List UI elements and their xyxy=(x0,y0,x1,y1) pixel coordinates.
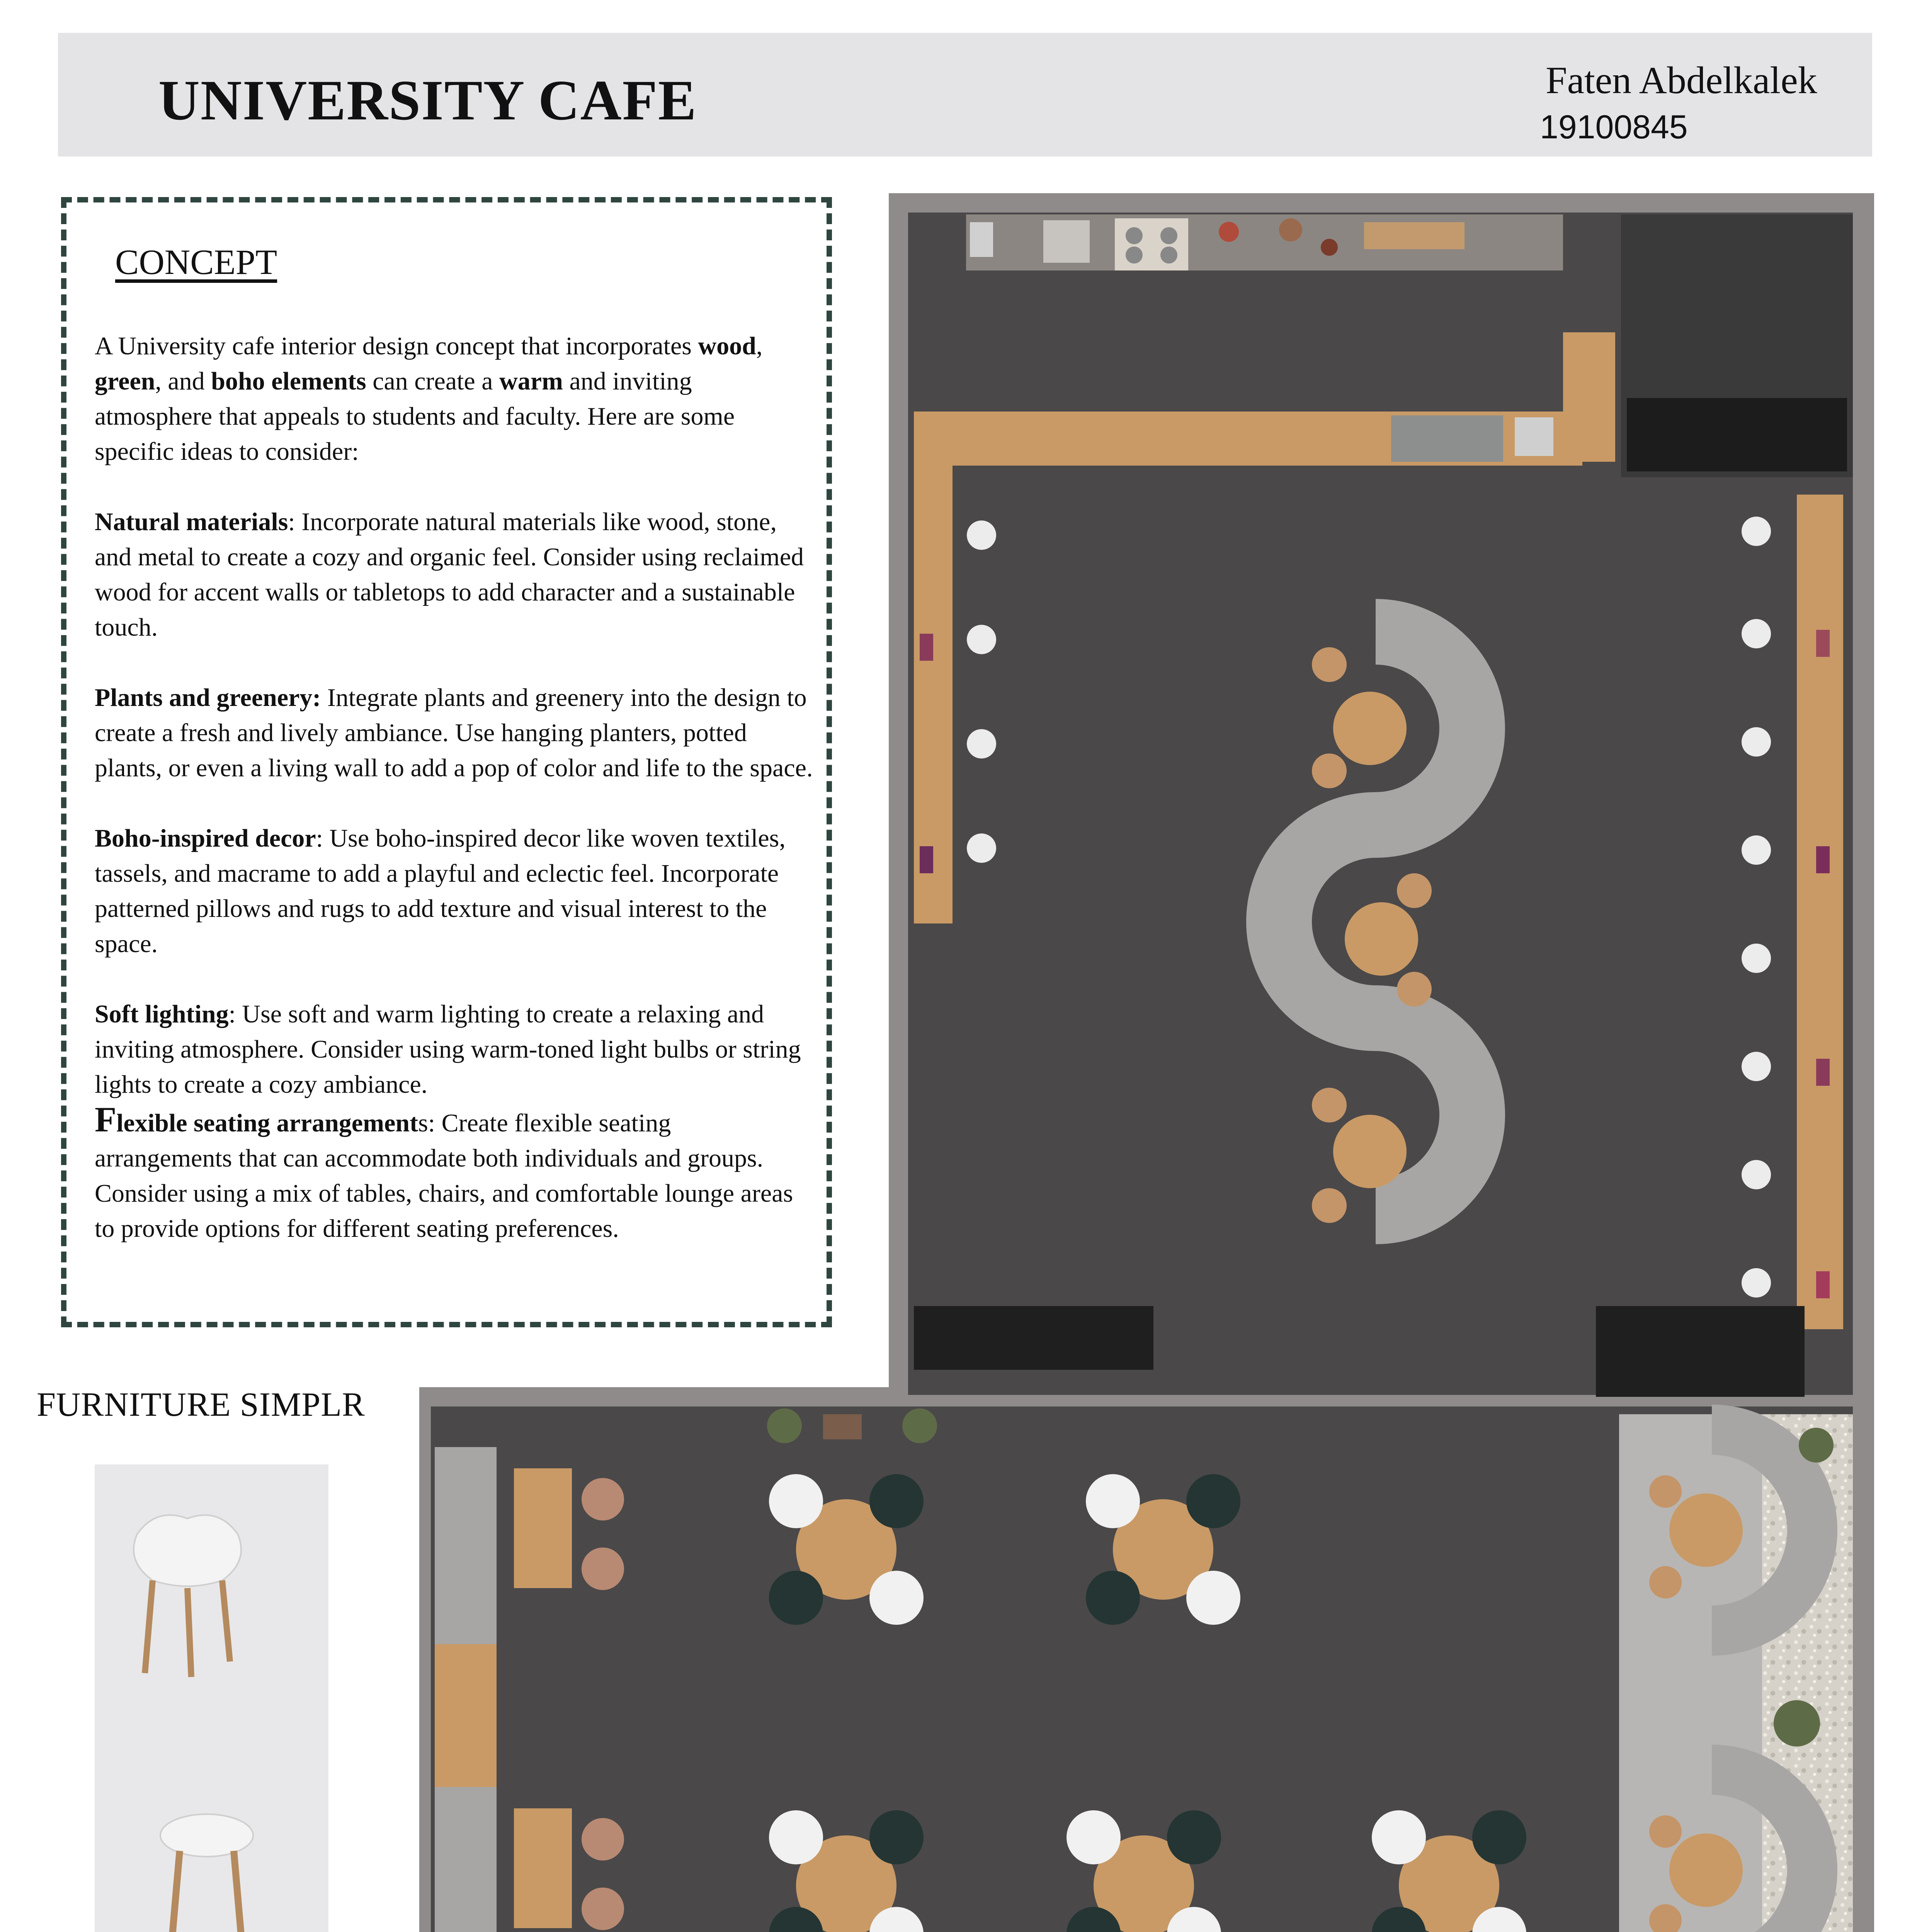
burner xyxy=(1160,227,1177,244)
furniture-sample-label: FURNITURE SIMPLR xyxy=(37,1386,365,1423)
chair xyxy=(1649,1815,1682,1848)
stool xyxy=(1742,619,1771,648)
round-table xyxy=(1333,1115,1407,1188)
plant xyxy=(1774,1700,1820,1747)
chair xyxy=(1312,1088,1347,1122)
booth-table xyxy=(514,1468,572,1588)
display-case xyxy=(1391,415,1503,462)
wall-block xyxy=(914,1306,1153,1370)
cushion xyxy=(1816,1271,1830,1298)
author-name: Faten Abdelkalek xyxy=(1546,59,1817,102)
stool xyxy=(1742,727,1771,757)
chair xyxy=(1649,1566,1682,1599)
chair xyxy=(582,1818,624,1861)
cushion xyxy=(1816,1059,1830,1086)
chair xyxy=(1397,972,1432,1007)
stool xyxy=(1742,517,1771,546)
concept-text xyxy=(95,328,813,1281)
round-table xyxy=(1333,692,1407,765)
burner xyxy=(1126,227,1143,244)
concept-point-natural xyxy=(95,504,813,645)
round-table xyxy=(1345,902,1418,976)
chair xyxy=(582,1888,624,1930)
point-title: lexible seating arrangement xyxy=(116,1109,418,1137)
intro-sep: can create a xyxy=(366,367,500,395)
stool xyxy=(1742,1052,1771,1081)
intro-sep: , and xyxy=(155,367,211,395)
intro-bold-wood: wood xyxy=(698,332,756,360)
concept-point-plants xyxy=(95,680,813,786)
sink xyxy=(970,222,993,257)
cushion xyxy=(920,846,933,873)
point-title: Boho-inspired decor xyxy=(95,824,316,852)
plant xyxy=(767,1408,802,1443)
page-title: UNIVERSITY CAFE xyxy=(158,69,697,132)
stool xyxy=(1742,1268,1771,1298)
cooktop xyxy=(1115,218,1188,270)
stool xyxy=(967,520,996,550)
point-text: : Incorporate natural materials like wood, stone, and metal to create a cozy and organic feel. Consider using reclaimed wood for accent walls or tabletops to add character and a sustainable touch. xyxy=(95,508,804,641)
chair xyxy=(1312,1188,1347,1223)
intro-text: A University cafe interior design concept that incorporates xyxy=(95,332,698,360)
point-title: Plants and greenery: xyxy=(95,684,321,712)
entry-shelf xyxy=(823,1414,862,1439)
wood-panel xyxy=(435,1644,497,1787)
stool xyxy=(1742,944,1771,973)
wall-block xyxy=(1596,1306,1805,1397)
burner xyxy=(1126,247,1143,264)
stool xyxy=(967,625,996,654)
chair xyxy=(1397,873,1432,908)
coffee-machine xyxy=(1364,222,1465,249)
cushion xyxy=(1816,846,1830,873)
point-text: s: Create flexible seating arrangements that can accommodate both individuals and groups. Consider using a mix of tables, chairs, and comfortable lounge areas to provide options for different seating preferences. xyxy=(95,1109,793,1243)
kitchen-back-room-floor xyxy=(1627,398,1847,471)
stool xyxy=(967,833,996,863)
chair xyxy=(1312,647,1347,682)
chair xyxy=(1649,1475,1682,1508)
round-table xyxy=(1669,1493,1743,1567)
student-id: 19100845 xyxy=(1540,109,1688,146)
stool xyxy=(1742,835,1771,865)
kitchen-sink-block xyxy=(1043,220,1090,263)
kitchen-item xyxy=(1219,222,1239,242)
concept-point-lighting xyxy=(95,997,813,1102)
plant xyxy=(1799,1428,1834,1463)
cushion xyxy=(920,634,933,661)
booth-table xyxy=(514,1808,572,1928)
burner xyxy=(1160,247,1177,264)
plant xyxy=(902,1408,937,1443)
chair xyxy=(1312,753,1347,788)
concept-intro xyxy=(95,328,813,469)
cash-register xyxy=(1515,417,1553,456)
concept-point-seating xyxy=(95,1102,813,1246)
bench-right xyxy=(1797,495,1843,1329)
chair xyxy=(582,1478,624,1520)
intro-text-end: and inviting atmosphere that appeals to students and faculty. Here are some specific ideas to consider: xyxy=(95,367,735,466)
intro-bold-boho: boho elements xyxy=(211,367,366,395)
intro-bold-green: green xyxy=(95,367,155,395)
point-text: Integrate plants and greenery into the design to create a fresh and lively ambiance. Use hanging planters, potted plants, or even a living wall to add a pop of color and life to the space. xyxy=(95,684,813,782)
kitchen-item xyxy=(1279,218,1302,242)
point-title: Soft lighting xyxy=(95,1000,229,1028)
point-text: : Use soft and warm lighting to create a relaxing and inviting atmosphere. Consider using warm-toned light bulbs or string lights to create a cozy ambiance. xyxy=(95,1000,801,1099)
cushion xyxy=(1816,630,1830,657)
furniture-illustrations xyxy=(95,1464,328,1932)
stool xyxy=(967,729,996,759)
point-initial: F xyxy=(95,1100,117,1139)
intro-sep: , xyxy=(756,332,763,360)
kitchen-item xyxy=(1321,239,1338,256)
concept-heading: CONCEPT xyxy=(115,242,277,282)
concept-point-boho xyxy=(95,821,813,961)
point-text: : Use boho-inspired decor like woven textiles, tassels, and macrame to add a playful and eclectic feel. Incorporate patterned pillows and rugs to add texture and visual interest to the space. xyxy=(95,824,786,958)
intro-bold-warm: warm xyxy=(499,367,563,395)
point-title: Natural materials xyxy=(95,508,288,536)
white-shell-armchair-icon xyxy=(134,1515,241,1677)
white-bar-stool-icon xyxy=(160,1814,253,1932)
stool xyxy=(1742,1160,1771,1189)
chair xyxy=(582,1548,624,1590)
round-table xyxy=(1669,1833,1743,1907)
